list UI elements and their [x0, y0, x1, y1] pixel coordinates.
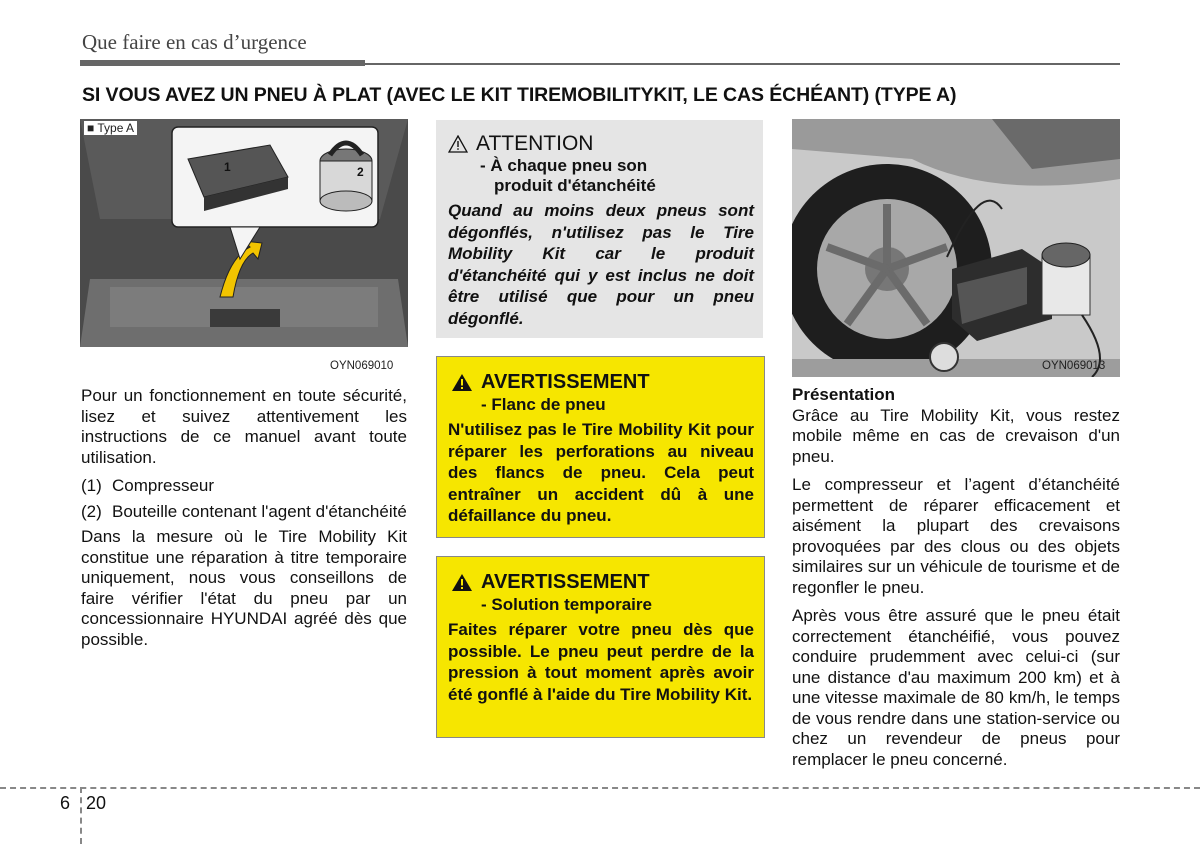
attention-box — [436, 120, 763, 338]
paragraph: Après vous être assuré que le pneu était correctement étanchéifié, vous pouvez conduire prudemment avec celui-ci (sur une distance d'au maximum 200 km) et à une vitesse maximale de 80 km/h, le temps de vous rendre dans une station-service ou chez un revendeur de pneus pour remplacer le pneu concerné. — [792, 606, 1120, 769]
warning-label: AVERTISSEMENT — [481, 371, 650, 393]
warning-triangle-icon — [451, 373, 473, 392]
figure-code: OYN069010 — [330, 360, 394, 372]
attention-label: ATTENTION — [476, 132, 594, 155]
temporary-repair-paragraph: Dans la mesure où le Tire Mobility Kit constitue une réparation à titre temporaire uniquement, nous vous conseillons de faire vérifier l'état du pneu par un concessionnaire HYUNDAI agréé dès que possible. — [81, 527, 407, 649]
figure-type-tag: ■ Type A — [84, 121, 137, 135]
warning-body: Faites réparer votre pneu dès que possible. Le pneu peut perdre de la pression à tout moment après avoir été gonflé à l'aide du Tire Mobility Kit. — [448, 620, 754, 704]
section-header: Que faire en cas d’urgence — [82, 30, 307, 54]
figure-code: OYN069013 — [1042, 360, 1106, 372]
intro-paragraph: Pour un fonctionnement en toute sécurité, lisez et suivez attentivement les instructions de ce manuel avant toute utilisation. — [81, 386, 407, 467]
chapter-number: 6 — [60, 793, 71, 813]
attention-body: Quand au moins deux pneus sont dégonflés, n'utilisez pas le Tire Mobility Kit car le produit d'étanchéité qui y est inclus ne doit être utilisé que pour un pneu dégonflé. — [448, 201, 754, 328]
warning-box-temporary — [436, 556, 765, 738]
warning-label: AVERTISSEMENT — [481, 571, 650, 593]
warning-subtitle: - Flanc de pneu — [481, 395, 606, 414]
callout-2: 2 — [357, 165, 364, 179]
warning-subtitle: - Solution temporaire — [481, 595, 652, 614]
list-item — [81, 476, 407, 497]
list-item — [81, 502, 407, 523]
trunk-kit-illustration — [80, 119, 408, 347]
header-rule-thick — [80, 60, 365, 66]
warning-heading — [451, 371, 650, 394]
list-text: Bouteille contenant l'agent d'étanchéité — [112, 501, 407, 521]
warning-body: N'utilisez pas le Tire Mobility Kit pour réparer les perforations au niveau des flancs de pneu. Cela peut entraîner un accident dû à une défaillance du pneu. — [448, 420, 754, 526]
column-right — [792, 385, 1120, 778]
attention-subtitle-line2: produit d'étanchéité — [494, 176, 656, 195]
paragraph: Grâce au Tire Mobility Kit, vous restez mobile même en cas de crevaison d'un pneu. — [792, 405, 1120, 466]
warning-box-sidewall — [436, 356, 765, 538]
attention-subtitle-line1: - À chaque pneu son — [480, 156, 648, 175]
attention-heading — [448, 132, 593, 156]
page-title: SI VOUS AVEZ UN PNEU À PLAT (AVEC LE KIT TIREMOBILITYKIT, LE CAS ÉCHÉANT) (TYPE A) — [82, 84, 957, 106]
list-number: (1) — [81, 476, 102, 495]
section-heading: Présentation — [792, 385, 895, 404]
list-text: Compresseur — [112, 476, 215, 495]
compressor-at-wheel-photo — [792, 119, 1120, 377]
warning-triangle-icon — [451, 573, 473, 592]
header-rule-thin — [365, 63, 1120, 65]
paragraph: Le compresseur et l’agent d’étanchéité permettent de réparer efficacement et aisément la plupart des crevaisons provoquées par des clous ou des objets similaires sur un véhicule de tourisme et de regonfler le pneu. — [792, 475, 1120, 597]
callout-1: 1 — [224, 160, 231, 174]
footer-divider — [80, 787, 82, 844]
page-number: 20 — [86, 793, 107, 813]
footer-rule — [0, 787, 1200, 789]
caution-triangle-icon — [448, 135, 468, 153]
list-number: (2) — [81, 501, 102, 521]
column-left — [81, 386, 407, 658]
warning-heading — [451, 571, 650, 594]
attention-subtitle — [480, 156, 656, 196]
